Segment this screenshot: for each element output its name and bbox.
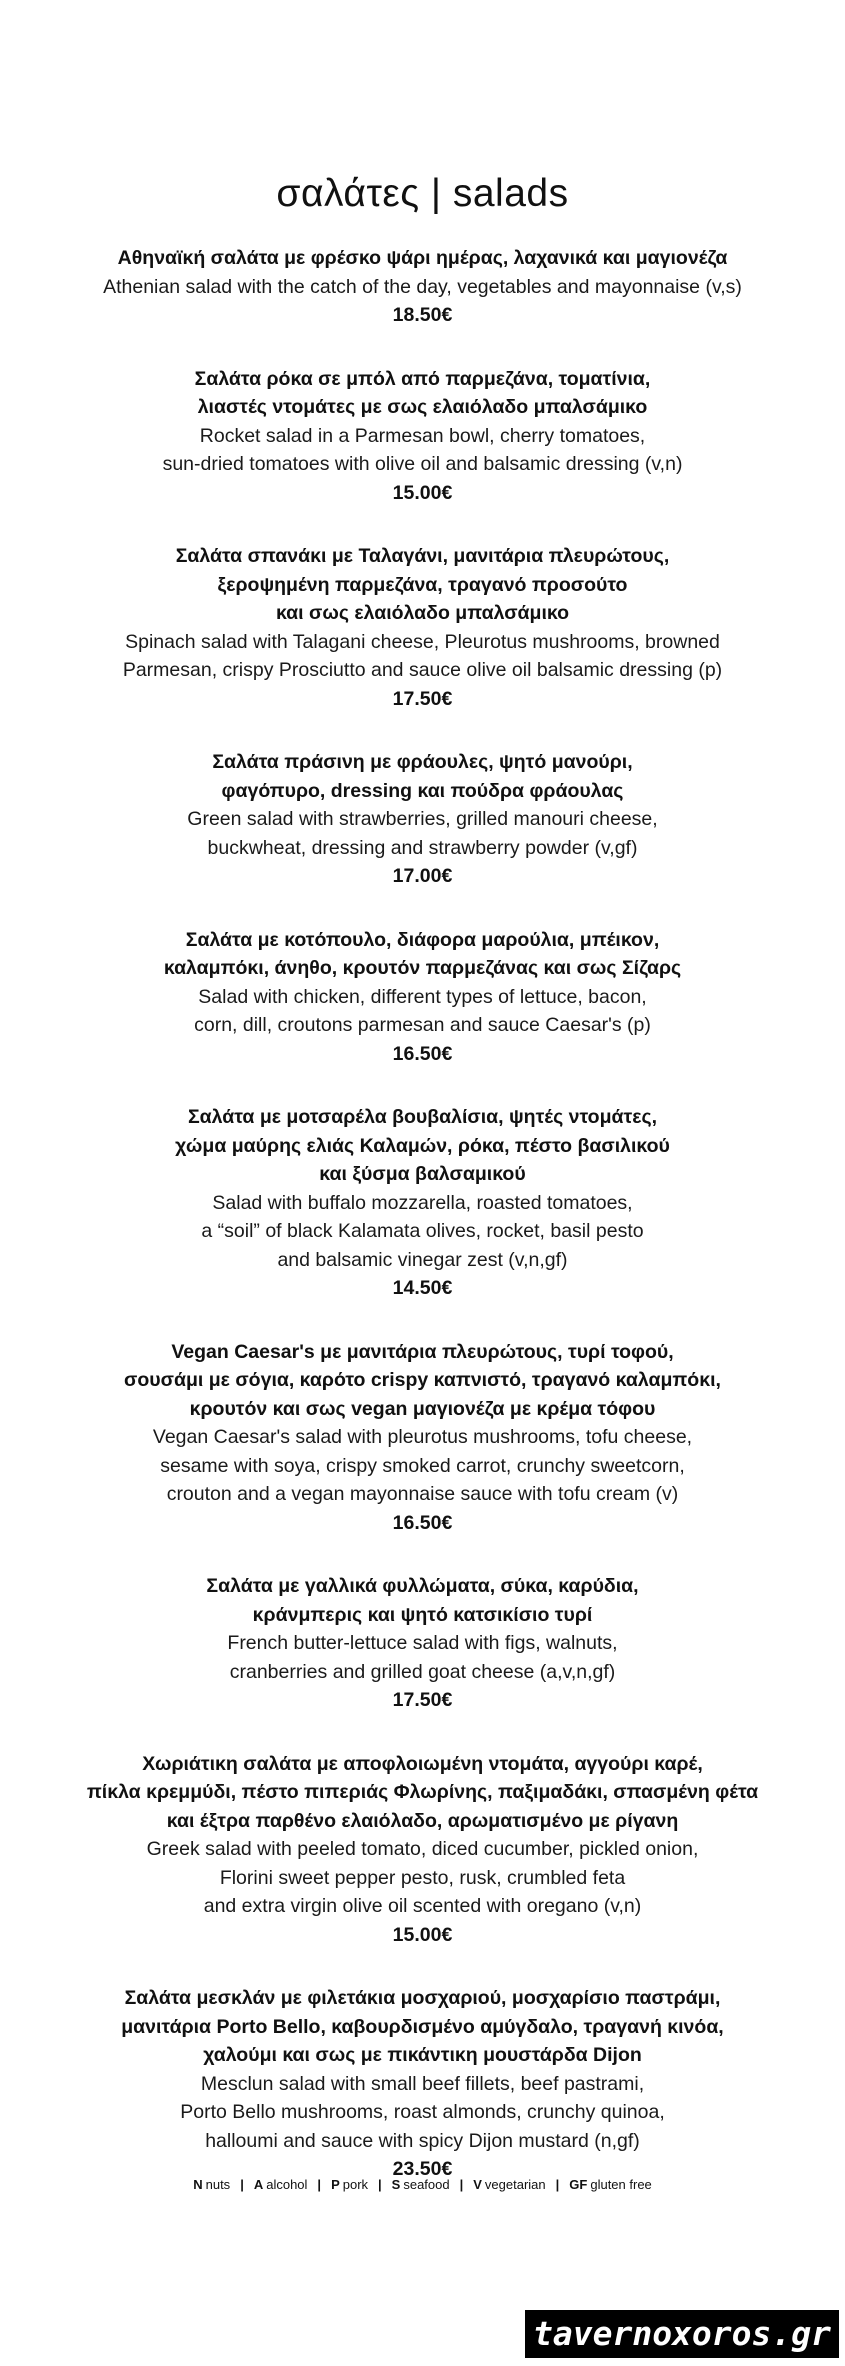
item-name-greek: ξεροψημένη παρμεζάνα, τραγανό προσούτο	[217, 573, 628, 596]
item-price: 18.50€	[392, 304, 453, 326]
item-name-english: Green salad with strawberries, grilled manouri cheese,	[187, 808, 658, 830]
item-name-greek: Αθηναϊκή σαλάτα με φρέσκο ψάρι ημέρας, λαχανικά και μαγιονέζα	[117, 247, 728, 269]
item-name-greek: πίκλα κρεμμύδι, πέστο πιπεριάς Φλωρίνης, παξιμαδάκι, σπασμένη φέτα	[86, 1781, 759, 1803]
item-price: 16.50€	[392, 1511, 453, 1534]
item-name-english: Vegan Caesar's salad with pleurotus mushrooms, tofu cheese,	[152, 1426, 693, 1448]
legend-label: vegetarian	[484, 2177, 546, 2192]
menu-item	[0, 1103, 845, 1303]
item-name-greek: Χωριάτικη σαλάτα με αποφλοιωμένη ντομάτα, αγγούρι καρέ,	[142, 1752, 703, 1775]
menu-item	[0, 748, 845, 891]
allergen-legend	[0, 2177, 845, 2192]
item-name-english: sun-dried tomatoes with olive oil and balsamic dressing (v,n)	[162, 453, 683, 475]
item-name-english: crouton and a vegan mayonnaise sauce with tofu cream (v)	[166, 1483, 679, 1505]
item-name-greek: Σαλάτα σπανάκι με Ταλαγάνι, μανιτάρια πλευρώτους,	[175, 545, 670, 567]
menu-item	[0, 1572, 845, 1715]
legend-label: seafood	[403, 2177, 450, 2192]
item-name-english: Athenian salad with the catch of the day, vegetables and mayonnaise (v,s)	[103, 275, 742, 298]
item-name-english: Parmesan, crispy Prosciutto and sauce olive oil balsamic dressing (p)	[122, 659, 723, 681]
item-name-greek: Σαλάτα με μοτσαρέλα βουβαλίσια, ψητές ντομάτες,	[187, 1106, 658, 1128]
menu-items-list	[0, 244, 845, 2219]
item-name-english: and balsamic vinegar zest (v,n,gf)	[277, 1248, 568, 1271]
item-name-english: a “soil” of black Kalamata olives, rocket, basil pesto	[201, 1220, 644, 1242]
menu-item	[0, 1750, 845, 1950]
legend-separator: |	[378, 2177, 382, 2192]
item-name-english: Florini sweet pepper pesto, rusk, crumbled feta	[219, 1866, 626, 1889]
item-name-greek: Vegan Caesar's με μανιτάρια πλευρώτους, τυρί τοφού,	[171, 1340, 674, 1363]
item-name-greek: και ξύσμα βαλσαμικού	[319, 1163, 526, 1185]
item-price: 17.00€	[392, 865, 453, 887]
item-name-greek: και έξτρα παρθένο ελαιόλαδο, αρωματισμένο με ρίγανη	[166, 1809, 679, 1832]
legend-entry	[392, 2177, 450, 2192]
item-name-greek: Σαλάτα πράσινη με φράουλες, ψητό μανούρι,	[212, 751, 633, 773]
item-price: 16.50€	[392, 1042, 453, 1065]
item-name-greek: Σαλάτα μεσκλάν με φιλετάκια μοσχαριού, μοσχαρίσιο παστράμι,	[124, 1987, 721, 2009]
legend-code: N	[193, 2177, 203, 2192]
legend-code: GF	[569, 2177, 588, 2192]
item-name-english: Mesclun salad with small beef fillets, beef pastrami,	[200, 2072, 645, 2095]
legend-label: alcohol	[266, 2177, 308, 2192]
legend-code: P	[331, 2177, 340, 2192]
item-name-greek: Σαλάτα ρόκα σε μπόλ από παρμεζάνα, τοματίνια,	[194, 367, 651, 390]
item-name-english: and extra virgin olive oil scented with oregano (v,n)	[203, 1895, 642, 1917]
item-name-english: buckwheat, dressing and strawberry powder (v,gf)	[207, 836, 638, 859]
legend-entry	[473, 2177, 545, 2192]
legend-separator: |	[459, 2177, 464, 2192]
item-name-greek: και σως ελαιόλαδο μπαλσάμικο	[275, 602, 570, 624]
item-name-english: cranberries and grilled goat cheese (a,v,n,gf)	[229, 1660, 616, 1683]
item-name-greek: καλαμπόκι, άνηθο, κρουτόν παρμεζάνας και σως Σίζαρς	[163, 957, 682, 979]
menu-item	[0, 244, 845, 330]
item-name-greek: χαλούμι και σως με πικάντικη μουστάρδα Dijon	[203, 2044, 642, 2066]
item-name-greek: χώμα μαύρης ελιάς Καλαμών, ρόκα, πέστο βασιλικού	[175, 1134, 670, 1157]
item-name-english: sesame with soya, crispy smoked carrot, crunchy sweetcorn,	[160, 1454, 685, 1477]
item-name-greek: κράνμπερις και ψητό κατσικίσιο τυρί	[252, 1603, 593, 1626]
menu-item	[0, 1984, 845, 2184]
item-name-greek: φαγόπυρο, dressing και πούδρα φράουλας	[221, 779, 624, 802]
legend-separator: |	[317, 2177, 322, 2192]
item-name-english: halloumi and sauce with spicy Dijon mustard (n,gf)	[205, 2129, 640, 2152]
legend-code: S	[391, 2177, 401, 2192]
item-name-greek: μανιτάρια Porto Bello, καβουρδισμένο αμύγδαλο, τραγανή κινόα,	[121, 2015, 724, 2038]
menu-item	[0, 926, 845, 1069]
item-name-english: Rocket salad in a Parmesan bowl, cherry tomatoes,	[199, 424, 646, 447]
item-price: 14.50€	[392, 1277, 453, 1299]
legend-entry	[193, 2177, 230, 2192]
item-name-english: Greek salad with peeled tomato, diced cucumber, pickled onion,	[146, 1838, 699, 1860]
item-name-english: corn, dill, croutons parmesan and sauce Caesar's (p)	[194, 1014, 651, 1036]
item-name-greek: Σαλάτα με γαλλικά φυλλώματα, σύκα, καρύδια,	[206, 1575, 639, 1597]
site-watermark: tavernoxoros.gr	[525, 2310, 839, 2358]
legend-separator: |	[555, 2177, 560, 2192]
legend-entry	[254, 2177, 308, 2192]
page-title: σαλάτες | salads	[276, 172, 569, 215]
item-name-greek: κρουτόν και σως vegan μαγιονέζα με κρέμα τόφου	[189, 1397, 656, 1420]
legend-code: V	[473, 2177, 482, 2192]
item-name-english: Porto Bello mushrooms, roast almonds, crunchy quinoa,	[180, 2101, 665, 2123]
legend-label: gluten free	[590, 2177, 652, 2192]
item-name-greek: λιαστές ντομάτες με σως ελαιόλαδο μπαλσάμικο	[197, 396, 648, 418]
item-price: 17.50€	[392, 687, 453, 710]
legend-label: pork	[342, 2177, 369, 2192]
item-price: 15.00€	[392, 481, 453, 504]
item-name-greek: Σαλάτα με κοτόπουλο, διάφορα μαρούλια, μπέικον,	[185, 928, 660, 951]
legend-label: nuts	[205, 2177, 231, 2192]
item-price: 23.50€	[392, 2158, 453, 2180]
item-name-english: Salad with buffalo mozzarella, roasted tomatoes,	[212, 1191, 633, 1214]
menu-item	[0, 1338, 845, 1538]
legend-code: A	[253, 2177, 264, 2192]
item-name-english: Spinach salad with Talagani cheese, Pleurotus mushrooms, browned	[125, 630, 720, 653]
legend-entry	[569, 2177, 652, 2192]
menu-item	[0, 365, 845, 508]
item-name-english: Salad with chicken, different types of lettuce, bacon,	[198, 985, 647, 1008]
menu-item	[0, 542, 845, 713]
legend-entry	[331, 2177, 368, 2192]
item-name-english: French butter-lettuce salad with figs, walnuts,	[227, 1632, 618, 1654]
item-price: 17.50€	[392, 1689, 453, 1711]
item-price: 15.00€	[392, 1923, 453, 1946]
legend-separator: |	[240, 2177, 244, 2192]
item-name-greek: σουσάμι με σόγια, καρότο crispy καπνιστό, τραγανό καλαμπόκι,	[124, 1369, 721, 1391]
